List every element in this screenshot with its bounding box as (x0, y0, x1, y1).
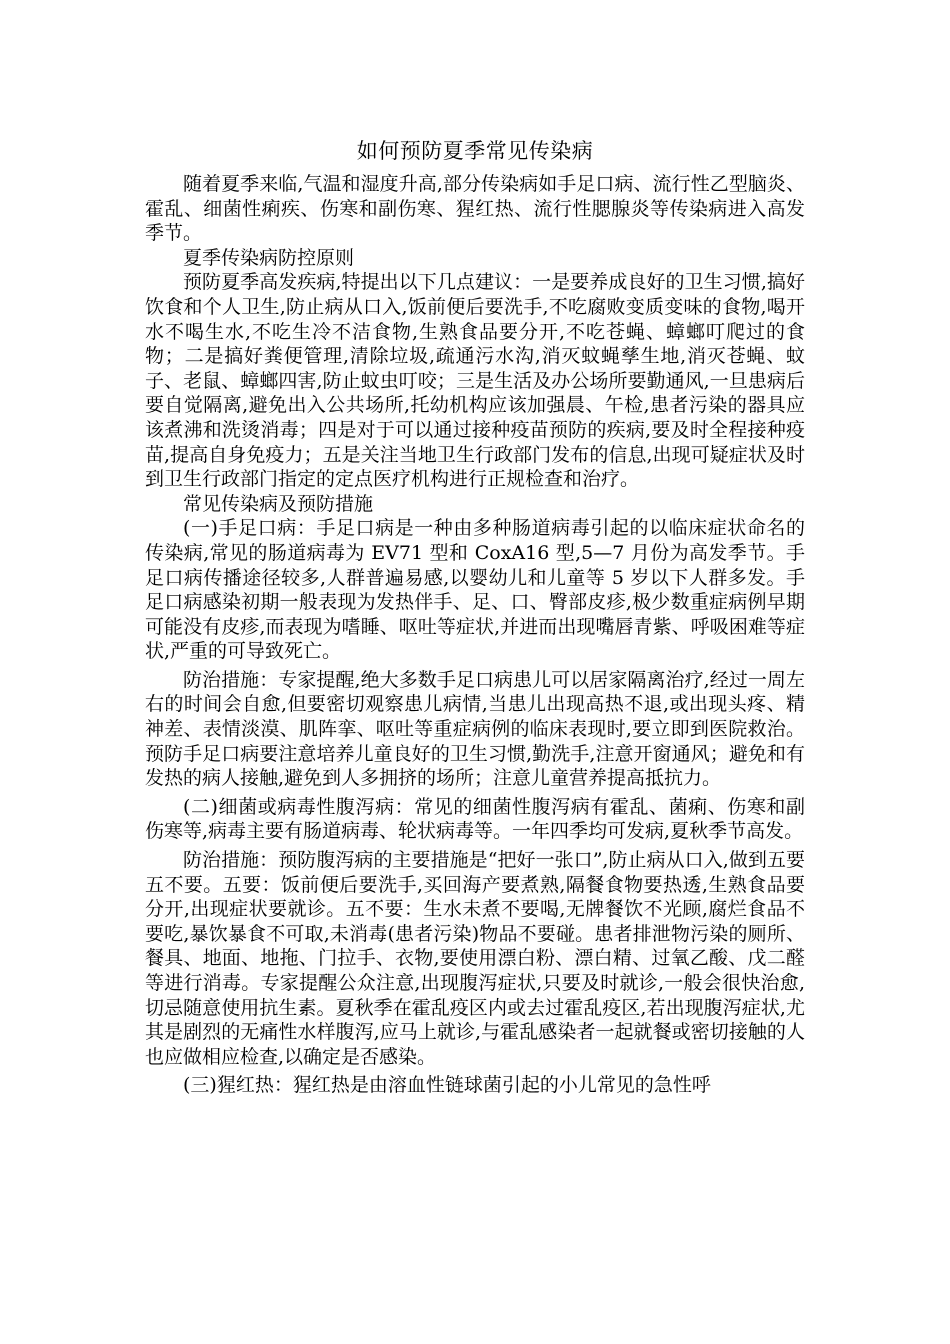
document-body (145, 132, 805, 1098)
document-title: 如何预防夏季常见传染病 (356, 139, 594, 163)
section-heading-principles: 夏季传染病防控原则 (183, 246, 355, 269)
diarrhea-paragraph: (二)细菌或病毒性腹泻病：常见的细菌性腹泻病有霍乱、菌痢、伤寒和副伤寒等,病毒主要有肠道病毒、轮状病毒等。一年四季均可发病,夏秋季节高发。 (145, 795, 805, 843)
scarlet-fever-paragraph: (三)猩红热：猩红热是由溶血性链球菌引起的小儿常见的急性呼 (183, 1074, 711, 1097)
section-heading-diseases: 常见传染病及预防措施 (183, 492, 374, 515)
intro-paragraph: 随着夏季来临,气温和湿度升高,部分传染病如手足口病、流行性乙型脑炎、霍乱、细菌性痢疾、伤寒和副伤寒、猩红热、流行性腮腺炎等传染病进入高发季节。 (145, 173, 805, 245)
hfmd-paragraph: (一)手足口病：手足口病是一种由多种肠道病毒引起的以临床症状命名的传染病,常见的肠道病毒为 EV71 型和 CoxA16 型,5—7 月份为高发季节。手足口病传播途径较多,人群普遍易感,以婴幼儿和儿童等 5 岁以下人群多发。手足口病感染初期一般表现为发热伴手、足、口、臀部皮疹,极少数重症病例早期可能没有皮疹,而表现为嗜睡、呕吐等症状,并进而出现嘴唇青紫、呼吸困难等症状,严重的可导致死亡。 (145, 517, 805, 663)
hfmd-measures-paragraph: 防治措施：专家提醒,绝大多数手足口病患儿可以居家隔离治疗,经过一周左右的时间会自愈,但要密切观察患儿病情,当患儿出现高热不退,或出现头疼、精神差、表情淡漠、肌阵挛、呕吐等重症病例的临床表现时,要立即到医院救治。预防手足口病要注意培养儿童良好的卫生习惯,勤洗手,注意开窗通风；避免和有发热的病人接触,避免到人多拥挤的场所；注意儿童营养提高抵抗力。 (145, 668, 805, 790)
principles-paragraph: 预防夏季高发疾病,特提出以下几点建议：一是要养成良好的卫生习惯,搞好饮食和个人卫生,防止病从口入,饭前便后要洗手,不吃腐败变质变味的食物,喝开水不喝生水,不吃生冷不洁食物,生熟食品要分开,不吃苍蝇、蟑螂叮爬过的食物；二是搞好粪便管理,清除垃圾,疏通污水沟,消灭蚊蝇孳生地,消灭苍蝇、蚊子、老鼠、蟑螂四害,防止蚊虫叮咬；三是生活及办公场所要勤通风,一旦患病后要自觉隔离,避免出入公共场所,托幼机构应该加强晨、午检,患者污染的器具应该煮沸和洗烫消毒；四是对于可以通过接种疫苗预防的疾病,要及时全程接种疫苗,提高自身免疫力；五是关注当地卫生行政部门发布的信息,出现可疑症状及时到卫生行政部门指定的定点医疗机构进行正规检查和治疗。 (145, 271, 805, 491)
diarrhea-measures-paragraph: 防治措施：预防腹泻病的主要措施是“把好一张口”,防止病从口入,做到五要五不要。五要：饭前便后要洗手,买回海产要煮熟,隔餐食物要热透,生熟食品要分开,出现症状要就诊。五不要：生水未煮不要喝,无牌餐饮不光顾,腐烂食品不要吃,暴饮暴食不可取,未消毒(患者污染)物品不要碰。患者排泄物污染的厕所、餐具、地面、地拖、门拉手、衣物,要使用漂白粉、漂白精、过氧乙酸、戊二醛等进行消毒。专家提醒公众注意,出现腹泻症状,只要及时就诊,一般会很快治愈,切忌随意使用抗生素。夏秋季在霍乱疫区内或去过霍乱疫区,若出现腹泻症状,尤其是剧烈的无痛性水样腹泻,应马上就诊,与霍乱感染者一起就餐或密切接触的人也应做相应检查,以确定是否感染。 (145, 849, 805, 1068)
